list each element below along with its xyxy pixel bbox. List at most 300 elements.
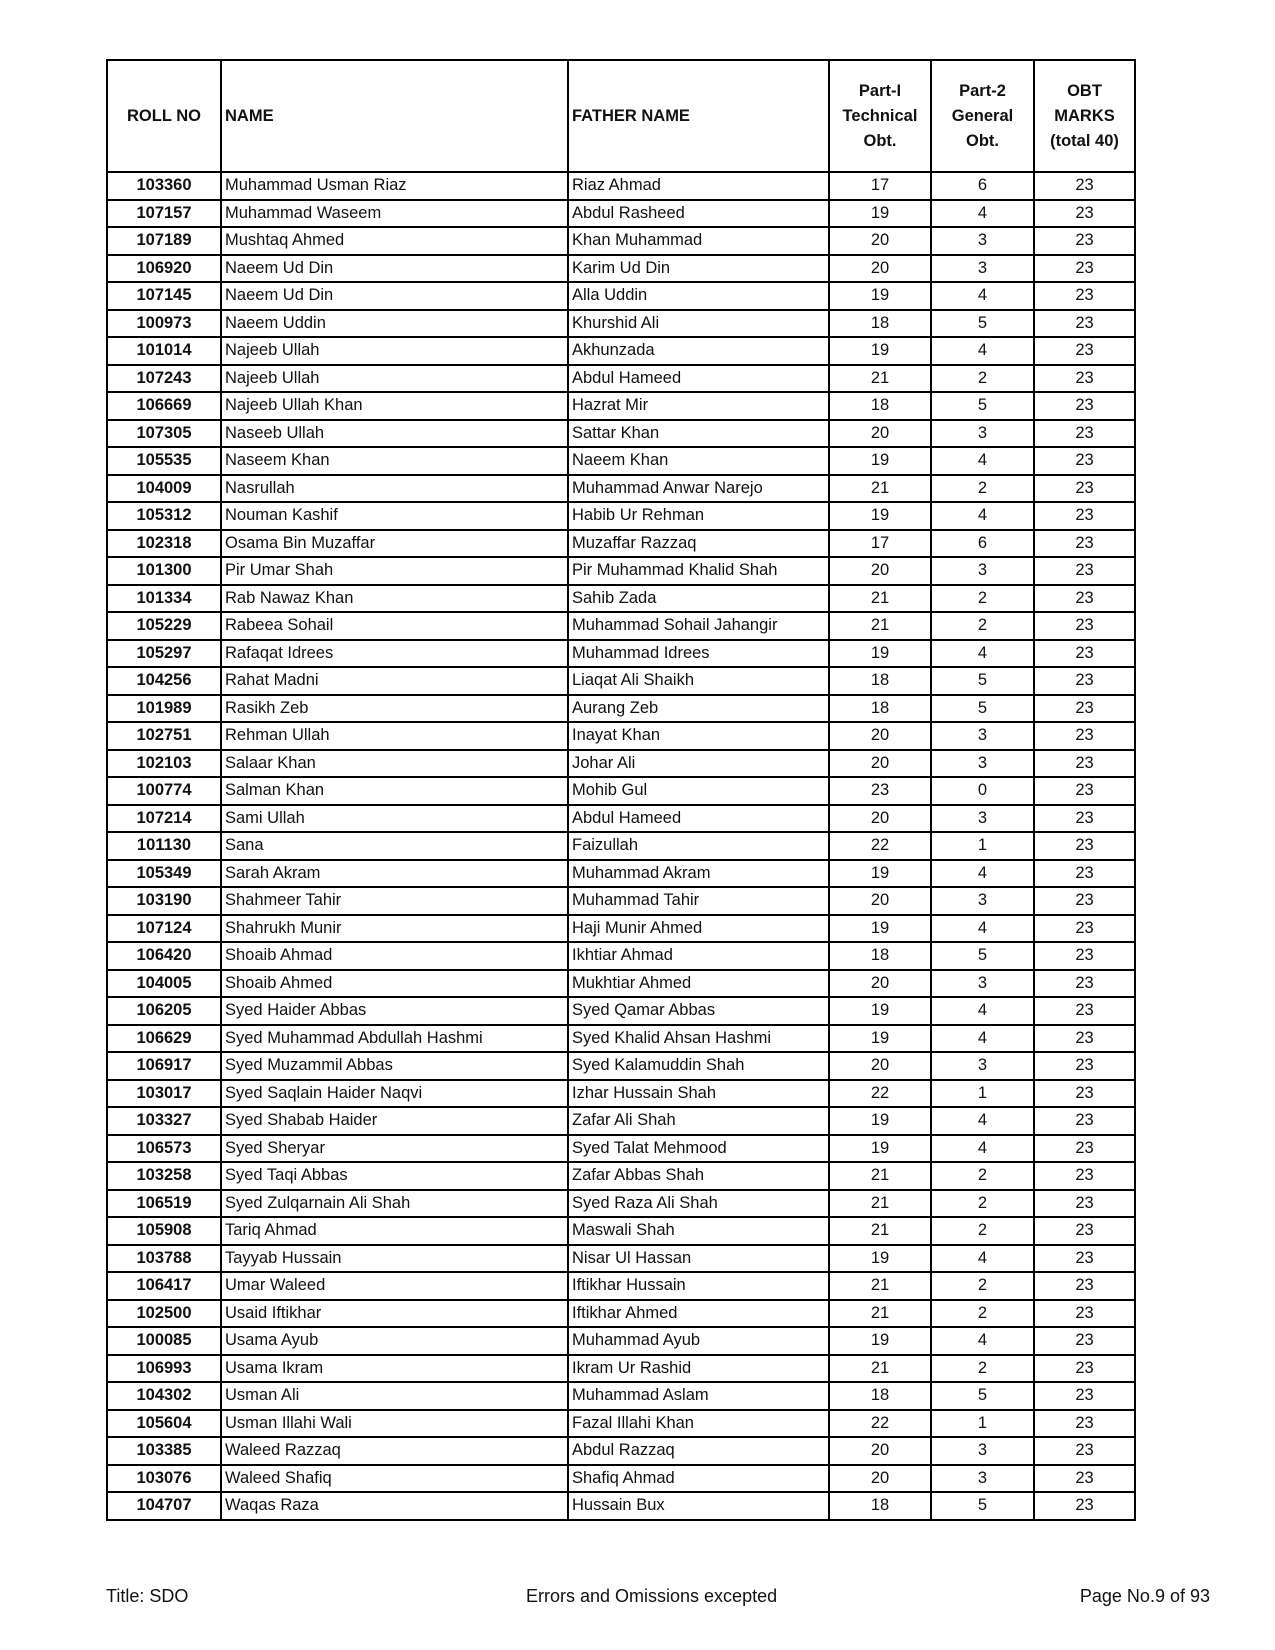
header-part1-technical — [829, 60, 931, 172]
cell-part1-technical: 21 — [829, 1190, 931, 1218]
table-row — [107, 1437, 1135, 1465]
cell-roll-no: 103360 — [107, 172, 221, 200]
cell-name: Shahrukh Munir — [221, 915, 568, 943]
cell-part2-general: 3 — [931, 805, 1034, 833]
cell-father-name: Johar Ali — [568, 750, 829, 778]
cell-part1-technical: 20 — [829, 1052, 931, 1080]
cell-roll-no: 106420 — [107, 942, 221, 970]
cell-father-name: Ikhtiar Ahmad — [568, 942, 829, 970]
cell-father-name: Faizullah — [568, 832, 829, 860]
cell-father-name: Iftikhar Hussain — [568, 1272, 829, 1300]
cell-part2-general: 3 — [931, 722, 1034, 750]
table-row — [107, 557, 1135, 585]
cell-obt-marks: 23 — [1034, 282, 1135, 310]
table-row — [107, 255, 1135, 283]
cell-father-name: Muzaffar Razzaq — [568, 530, 829, 558]
cell-part2-general: 5 — [931, 310, 1034, 338]
cell-roll-no: 100774 — [107, 777, 221, 805]
cell-father-name: Muhammad Akram — [568, 860, 829, 888]
cell-part2-general: 4 — [931, 997, 1034, 1025]
cell-roll-no: 104005 — [107, 970, 221, 998]
cell-name: Najeeb Ullah — [221, 337, 568, 365]
cell-father-name: Aurang Zeb — [568, 695, 829, 723]
cell-roll-no: 107189 — [107, 227, 221, 255]
cell-name: Sana — [221, 832, 568, 860]
cell-roll-no: 104302 — [107, 1382, 221, 1410]
cell-part2-general: 4 — [931, 502, 1034, 530]
cell-part1-technical: 20 — [829, 420, 931, 448]
cell-part2-general: 5 — [931, 1382, 1034, 1410]
header-line: OBT — [1067, 81, 1102, 100]
cell-roll-no: 106917 — [107, 1052, 221, 1080]
cell-obt-marks: 23 — [1034, 585, 1135, 613]
table-row — [107, 365, 1135, 393]
cell-name: Syed Saqlain Haider Naqvi — [221, 1080, 568, 1108]
cell-obt-marks: 23 — [1034, 887, 1135, 915]
cell-roll-no: 107157 — [107, 200, 221, 228]
cell-part2-general: 2 — [931, 1162, 1034, 1190]
header-line: Obt. — [966, 131, 999, 150]
cell-obt-marks: 23 — [1034, 1245, 1135, 1273]
header-line: Part-2 — [959, 81, 1006, 100]
cell-obt-marks: 23 — [1034, 997, 1135, 1025]
cell-obt-marks: 23 — [1034, 695, 1135, 723]
cell-part1-technical: 18 — [829, 667, 931, 695]
cell-part1-technical: 21 — [829, 612, 931, 640]
cell-obt-marks: 23 — [1034, 1135, 1135, 1163]
table-row — [107, 1327, 1135, 1355]
cell-name: Umar Waleed — [221, 1272, 568, 1300]
cell-roll-no: 101014 — [107, 337, 221, 365]
cell-name: Syed Zulqarnain Ali Shah — [221, 1190, 568, 1218]
cell-father-name: Alla Uddin — [568, 282, 829, 310]
cell-roll-no: 103258 — [107, 1162, 221, 1190]
cell-roll-no: 105535 — [107, 447, 221, 475]
cell-part1-technical: 19 — [829, 337, 931, 365]
cell-part1-technical: 20 — [829, 255, 931, 283]
table-row — [107, 1300, 1135, 1328]
cell-obt-marks: 23 — [1034, 502, 1135, 530]
cell-part2-general: 3 — [931, 1465, 1034, 1493]
cell-part1-technical: 22 — [829, 1410, 931, 1438]
cell-obt-marks: 23 — [1034, 420, 1135, 448]
cell-part1-technical: 18 — [829, 310, 931, 338]
cell-part2-general: 4 — [931, 640, 1034, 668]
cell-part2-general: 5 — [931, 392, 1034, 420]
cell-father-name: Inayat Khan — [568, 722, 829, 750]
cell-part2-general: 3 — [931, 750, 1034, 778]
cell-part1-technical: 19 — [829, 1245, 931, 1273]
cell-name: Nouman Kashif — [221, 502, 568, 530]
cell-father-name: Liaqat Ali Shaikh — [568, 667, 829, 695]
cell-roll-no: 103017 — [107, 1080, 221, 1108]
cell-part1-technical: 21 — [829, 1272, 931, 1300]
cell-name: Osama Bin Muzaffar — [221, 530, 568, 558]
cell-name: Shoaib Ahmed — [221, 970, 568, 998]
table-row — [107, 1245, 1135, 1273]
cell-father-name: Hussain Bux — [568, 1492, 829, 1520]
cell-roll-no: 104707 — [107, 1492, 221, 1520]
cell-part1-technical: 22 — [829, 1080, 931, 1108]
cell-name: Nasrullah — [221, 475, 568, 503]
cell-father-name: Iftikhar Ahmed — [568, 1300, 829, 1328]
cell-part2-general: 3 — [931, 887, 1034, 915]
table-row — [107, 282, 1135, 310]
table-row — [107, 1492, 1135, 1520]
cell-obt-marks: 23 — [1034, 1052, 1135, 1080]
cell-part2-general: 5 — [931, 1492, 1034, 1520]
header-line: (total 40) — [1050, 131, 1119, 150]
table-row — [107, 805, 1135, 833]
cell-father-name: Abdul Rasheed — [568, 200, 829, 228]
cell-part2-general: 2 — [931, 475, 1034, 503]
cell-name: Syed Taqi Abbas — [221, 1162, 568, 1190]
cell-part1-technical: 19 — [829, 860, 931, 888]
cell-obt-marks: 23 — [1034, 1410, 1135, 1438]
header-line: Part-I — [858, 81, 902, 100]
table-row — [107, 420, 1135, 448]
table-row — [107, 667, 1135, 695]
cell-part2-general: 5 — [931, 695, 1034, 723]
footer-page-number: Page No.9 of 93 — [1079, 1586, 1210, 1606]
cell-part1-technical: 18 — [829, 392, 931, 420]
table-row — [107, 1080, 1135, 1108]
cell-name: Naseem Khan — [221, 447, 568, 475]
cell-part1-technical: 20 — [829, 1465, 931, 1493]
cell-roll-no: 107243 — [107, 365, 221, 393]
cell-part1-technical: 23 — [829, 777, 931, 805]
cell-part2-general: 2 — [931, 1272, 1034, 1300]
cell-roll-no: 107124 — [107, 915, 221, 943]
cell-name: Naeem Ud Din — [221, 282, 568, 310]
table-row — [107, 1465, 1135, 1493]
cell-name: Syed Shabab Haider — [221, 1107, 568, 1135]
cell-part1-technical: 20 — [829, 805, 931, 833]
cell-roll-no: 103327 — [107, 1107, 221, 1135]
cell-father-name: Syed Raza Ali Shah — [568, 1190, 829, 1218]
cell-obt-marks: 23 — [1034, 612, 1135, 640]
cell-part2-general: 2 — [931, 365, 1034, 393]
cell-name: Syed Sheryar — [221, 1135, 568, 1163]
cell-part1-technical: 21 — [829, 1300, 931, 1328]
cell-name: Rehman Ullah — [221, 722, 568, 750]
results-sheet — [106, 59, 1134, 1521]
cell-part1-technical: 18 — [829, 1382, 931, 1410]
cell-father-name: Muhammad Ayub — [568, 1327, 829, 1355]
cell-roll-no: 102103 — [107, 750, 221, 778]
cell-roll-no: 102500 — [107, 1300, 221, 1328]
cell-name: Najeeb Ullah Khan — [221, 392, 568, 420]
cell-part1-technical: 20 — [829, 722, 931, 750]
cell-part2-general: 0 — [931, 777, 1034, 805]
table-row — [107, 337, 1135, 365]
header-obt-marks — [1034, 60, 1135, 172]
cell-part1-technical: 19 — [829, 1107, 931, 1135]
cell-obt-marks: 23 — [1034, 1217, 1135, 1245]
cell-roll-no: 107145 — [107, 282, 221, 310]
cell-obt-marks: 23 — [1034, 1355, 1135, 1383]
cell-part1-technical: 21 — [829, 585, 931, 613]
cell-roll-no: 103190 — [107, 887, 221, 915]
cell-father-name: Izhar Hussain Shah — [568, 1080, 829, 1108]
header-line: Obt. — [863, 131, 897, 150]
cell-roll-no: 100085 — [107, 1327, 221, 1355]
cell-roll-no: 101989 — [107, 695, 221, 723]
cell-obt-marks: 23 — [1034, 970, 1135, 998]
cell-father-name: Muhammad Anwar Narejo — [568, 475, 829, 503]
table-row — [107, 1272, 1135, 1300]
cell-obt-marks: 23 — [1034, 1190, 1135, 1218]
cell-obt-marks: 23 — [1034, 310, 1135, 338]
cell-obt-marks: 23 — [1034, 1107, 1135, 1135]
cell-part1-technical: 21 — [829, 1217, 931, 1245]
table-row — [107, 915, 1135, 943]
table-row — [107, 392, 1135, 420]
table-row — [107, 1162, 1135, 1190]
cell-part2-general: 4 — [931, 915, 1034, 943]
cell-father-name: Zafar Ali Shah — [568, 1107, 829, 1135]
table-row — [107, 695, 1135, 723]
cell-part1-technical: 20 — [829, 750, 931, 778]
cell-father-name: Mohib Gul — [568, 777, 829, 805]
table-row — [107, 722, 1135, 750]
table-row — [107, 887, 1135, 915]
cell-father-name: Khan Muhammad — [568, 227, 829, 255]
cell-obt-marks: 23 — [1034, 200, 1135, 228]
cell-obt-marks: 23 — [1034, 1382, 1135, 1410]
cell-part1-technical: 20 — [829, 887, 931, 915]
cell-part2-general: 2 — [931, 585, 1034, 613]
cell-name: Usman Illahi Wali — [221, 1410, 568, 1438]
table-row — [107, 612, 1135, 640]
cell-part2-general: 5 — [931, 667, 1034, 695]
cell-part1-technical: 19 — [829, 1135, 931, 1163]
cell-obt-marks: 23 — [1034, 1492, 1135, 1520]
cell-part2-general: 4 — [931, 1107, 1034, 1135]
cell-name: Sarah Akram — [221, 860, 568, 888]
cell-name: Naeem Uddin — [221, 310, 568, 338]
table-row — [107, 310, 1135, 338]
cell-part1-technical: 21 — [829, 365, 931, 393]
cell-father-name: Shafiq Ahmad — [568, 1465, 829, 1493]
cell-part2-general: 6 — [931, 530, 1034, 558]
cell-name: Naeem Ud Din — [221, 255, 568, 283]
cell-part1-technical: 22 — [829, 832, 931, 860]
cell-father-name: Muhammad Sohail Jahangir — [568, 612, 829, 640]
cell-part1-technical: 18 — [829, 1492, 931, 1520]
cell-obt-marks: 23 — [1034, 667, 1135, 695]
cell-part1-technical: 20 — [829, 227, 931, 255]
cell-part2-general: 4 — [931, 200, 1034, 228]
table-row — [107, 200, 1135, 228]
cell-father-name: Hazrat Mir — [568, 392, 829, 420]
cell-part2-general: 2 — [931, 1355, 1034, 1383]
cell-part1-technical: 21 — [829, 1355, 931, 1383]
cell-name: Syed Haider Abbas — [221, 997, 568, 1025]
cell-roll-no: 106417 — [107, 1272, 221, 1300]
cell-part1-technical: 19 — [829, 447, 931, 475]
cell-obt-marks: 23 — [1034, 1080, 1135, 1108]
cell-part2-general: 4 — [931, 1135, 1034, 1163]
cell-name: Naseeb Ullah — [221, 420, 568, 448]
cell-part2-general: 2 — [931, 1190, 1034, 1218]
cell-part2-general: 1 — [931, 832, 1034, 860]
cell-father-name: Nisar Ul Hassan — [568, 1245, 829, 1273]
cell-part2-general: 3 — [931, 1052, 1034, 1080]
cell-father-name: Sattar Khan — [568, 420, 829, 448]
header-father-name: FATHER NAME — [568, 60, 829, 172]
cell-roll-no: 102751 — [107, 722, 221, 750]
header-roll-no: ROLL NO — [107, 60, 221, 172]
cell-roll-no: 104009 — [107, 475, 221, 503]
cell-father-name: Mukhtiar Ahmed — [568, 970, 829, 998]
cell-part1-technical: 19 — [829, 1025, 931, 1053]
cell-father-name: Ikram Ur Rashid — [568, 1355, 829, 1383]
cell-name: Usaid Iftikhar — [221, 1300, 568, 1328]
cell-name: Rab Nawaz Khan — [221, 585, 568, 613]
table-header — [107, 60, 1135, 172]
cell-part1-technical: 19 — [829, 915, 931, 943]
cell-name: Shahmeer Tahir — [221, 887, 568, 915]
cell-part2-general: 4 — [931, 1327, 1034, 1355]
header-line: Technical — [842, 106, 918, 125]
cell-obt-marks: 23 — [1034, 777, 1135, 805]
cell-part1-technical: 20 — [829, 557, 931, 585]
cell-part1-technical: 19 — [829, 502, 931, 530]
cell-obt-marks: 23 — [1034, 1162, 1135, 1190]
cell-obt-marks: 23 — [1034, 805, 1135, 833]
table-row — [107, 447, 1135, 475]
cell-roll-no: 105229 — [107, 612, 221, 640]
cell-roll-no: 101130 — [107, 832, 221, 860]
cell-father-name: Khurshid Ali — [568, 310, 829, 338]
results-table — [106, 59, 1136, 1521]
cell-father-name: Fazal Illahi Khan — [568, 1410, 829, 1438]
cell-part2-general: 4 — [931, 337, 1034, 365]
cell-roll-no: 102318 — [107, 530, 221, 558]
cell-part1-technical: 19 — [829, 640, 931, 668]
cell-part2-general: 3 — [931, 420, 1034, 448]
cell-name: Rafaqat Idrees — [221, 640, 568, 668]
cell-name: Pir Umar Shah — [221, 557, 568, 585]
table-row — [107, 1190, 1135, 1218]
cell-obt-marks: 23 — [1034, 530, 1135, 558]
cell-obt-marks: 23 — [1034, 942, 1135, 970]
cell-roll-no: 105604 — [107, 1410, 221, 1438]
table-row — [107, 530, 1135, 558]
cell-obt-marks: 23 — [1034, 750, 1135, 778]
cell-part2-general: 4 — [931, 1245, 1034, 1273]
cell-father-name: Syed Kalamuddin Shah — [568, 1052, 829, 1080]
cell-obt-marks: 23 — [1034, 365, 1135, 393]
cell-father-name: Akhunzada — [568, 337, 829, 365]
cell-obt-marks: 23 — [1034, 832, 1135, 860]
cell-part1-technical: 20 — [829, 1437, 931, 1465]
table-row — [107, 832, 1135, 860]
cell-roll-no: 106629 — [107, 1025, 221, 1053]
cell-part2-general: 3 — [931, 255, 1034, 283]
cell-obt-marks: 23 — [1034, 392, 1135, 420]
cell-part2-general: 1 — [931, 1080, 1034, 1108]
cell-roll-no: 105312 — [107, 502, 221, 530]
table-row — [107, 942, 1135, 970]
cell-father-name: Abdul Hameed — [568, 805, 829, 833]
cell-obt-marks: 23 — [1034, 1300, 1135, 1328]
cell-father-name: Haji Munir Ahmed — [568, 915, 829, 943]
cell-roll-no: 107305 — [107, 420, 221, 448]
cell-name: Sami Ullah — [221, 805, 568, 833]
table-row — [107, 502, 1135, 530]
cell-roll-no: 103385 — [107, 1437, 221, 1465]
cell-roll-no: 103076 — [107, 1465, 221, 1493]
cell-part1-technical: 17 — [829, 530, 931, 558]
cell-part2-general: 5 — [931, 942, 1034, 970]
cell-roll-no: 103788 — [107, 1245, 221, 1273]
cell-father-name: Abdul Razzaq — [568, 1437, 829, 1465]
cell-father-name: Muhammad Idrees — [568, 640, 829, 668]
cell-obt-marks: 23 — [1034, 1025, 1135, 1053]
table-row — [107, 1135, 1135, 1163]
table-row — [107, 1107, 1135, 1135]
cell-obt-marks: 23 — [1034, 557, 1135, 585]
cell-roll-no: 106669 — [107, 392, 221, 420]
cell-part1-technical: 17 — [829, 172, 931, 200]
cell-part1-technical: 19 — [829, 1327, 931, 1355]
cell-name: Waleed Razzaq — [221, 1437, 568, 1465]
cell-father-name: Muhammad Tahir — [568, 887, 829, 915]
cell-roll-no: 107214 — [107, 805, 221, 833]
cell-part2-general: 2 — [931, 612, 1034, 640]
cell-obt-marks: 23 — [1034, 447, 1135, 475]
cell-obt-marks: 23 — [1034, 1465, 1135, 1493]
cell-part2-general: 4 — [931, 1025, 1034, 1053]
table-row — [107, 640, 1135, 668]
cell-roll-no: 105349 — [107, 860, 221, 888]
cell-part2-general: 6 — [931, 172, 1034, 200]
cell-obt-marks: 23 — [1034, 337, 1135, 365]
cell-father-name: Naeem Khan — [568, 447, 829, 475]
cell-father-name: Zafar Abbas Shah — [568, 1162, 829, 1190]
table-row — [107, 1410, 1135, 1438]
cell-part1-technical: 19 — [829, 997, 931, 1025]
cell-name: Salman Khan — [221, 777, 568, 805]
cell-part2-general: 3 — [931, 227, 1034, 255]
cell-part1-technical: 20 — [829, 970, 931, 998]
cell-roll-no: 106920 — [107, 255, 221, 283]
cell-obt-marks: 23 — [1034, 1437, 1135, 1465]
cell-name: Syed Muhammad Abdullah Hashmi — [221, 1025, 568, 1053]
page-footer — [106, 1586, 1210, 1610]
cell-name: Rasikh Zeb — [221, 695, 568, 723]
cell-part2-general: 3 — [931, 557, 1034, 585]
cell-father-name: Muhammad Aslam — [568, 1382, 829, 1410]
footer-title: Title: SDO — [106, 1586, 189, 1606]
cell-name: Muhammad Usman Riaz — [221, 172, 568, 200]
cell-part1-technical: 18 — [829, 942, 931, 970]
cell-father-name: Abdul Hameed — [568, 365, 829, 393]
cell-part2-general: 3 — [931, 1437, 1034, 1465]
cell-roll-no: 106519 — [107, 1190, 221, 1218]
table-row — [107, 172, 1135, 200]
cell-obt-marks: 23 — [1034, 475, 1135, 503]
table-row — [107, 1217, 1135, 1245]
cell-obt-marks: 23 — [1034, 640, 1135, 668]
cell-part2-general: 4 — [931, 282, 1034, 310]
cell-name: Tariq Ahmad — [221, 1217, 568, 1245]
header-line: General — [951, 106, 1014, 125]
cell-name: Syed Muzammil Abbas — [221, 1052, 568, 1080]
cell-roll-no: 106993 — [107, 1355, 221, 1383]
